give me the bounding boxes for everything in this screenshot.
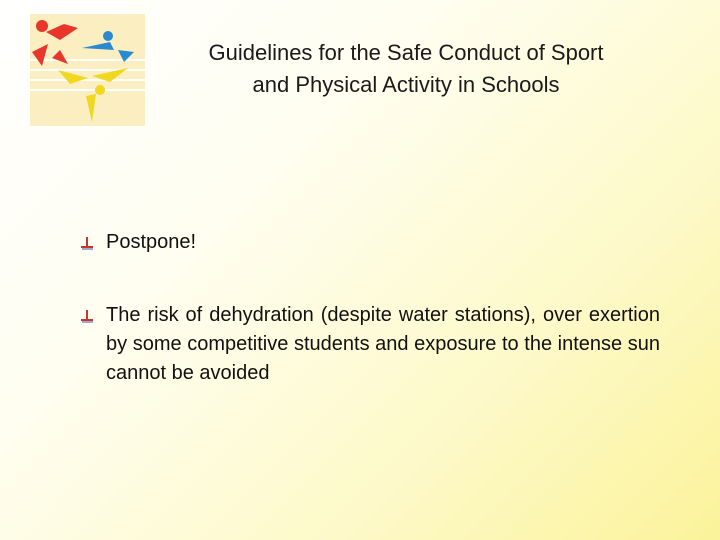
- tick-bullet-icon: [80, 309, 94, 323]
- title-line-1: Guidelines for the Safe Conduct of Sport: [208, 40, 604, 65]
- bullet-text: Postpone!: [106, 231, 197, 253]
- sport-figures-logo-icon: [30, 14, 145, 126]
- bullet-text: The risk of dehydration (despite water stations), over exertion by some competitive students and exposure to the intense sun cannot be avoided: [106, 304, 660, 384]
- bullet-list: [80, 228, 660, 432]
- tick-bullet-icon: [80, 236, 94, 250]
- title-line-2: and Physical Activity in Schools: [252, 72, 560, 97]
- list-item: [80, 301, 660, 388]
- page-title: [150, 37, 662, 101]
- list-item: [80, 228, 660, 257]
